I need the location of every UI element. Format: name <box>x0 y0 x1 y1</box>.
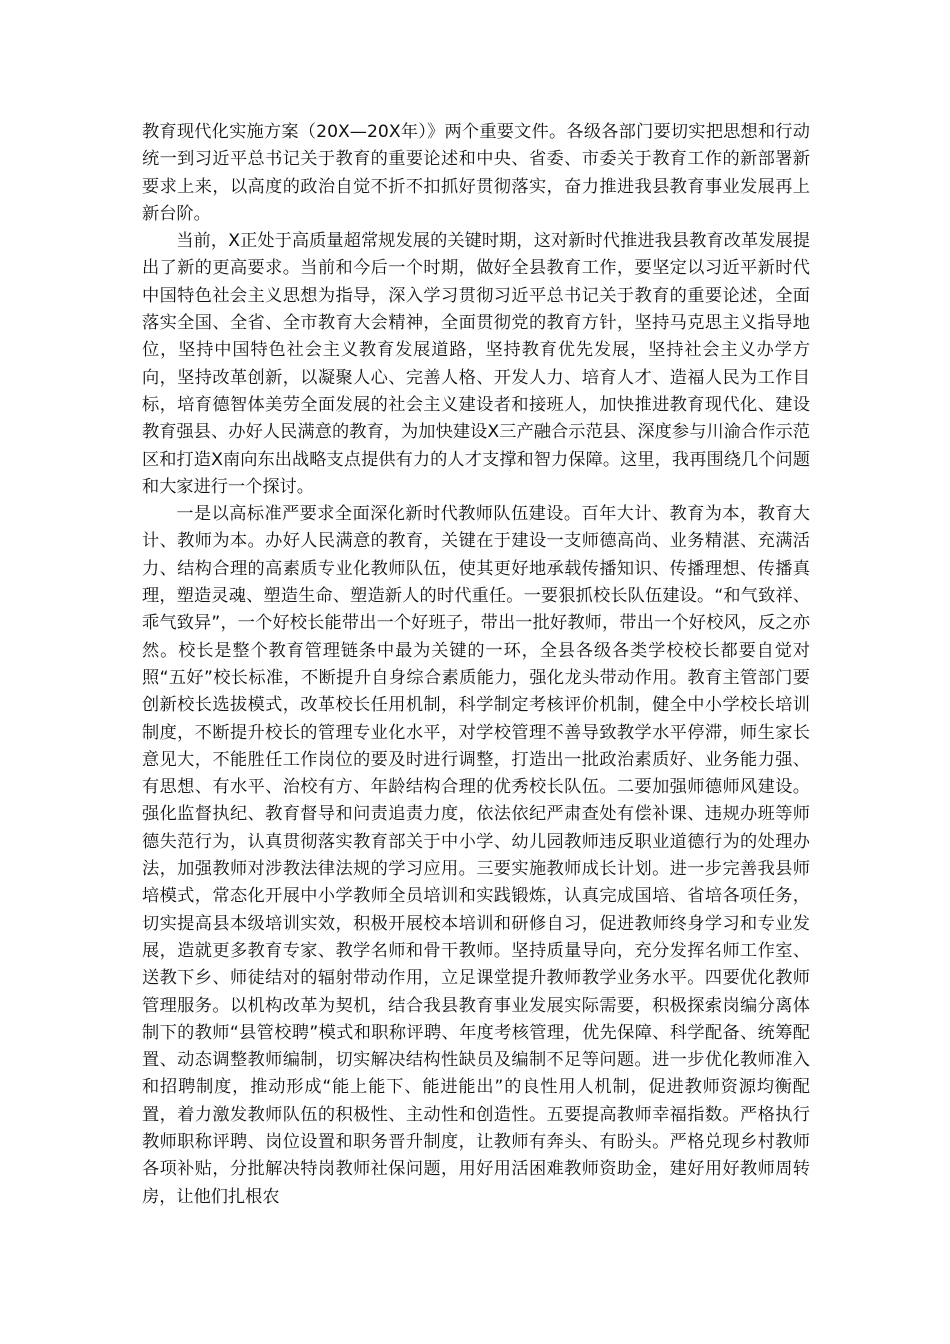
paragraph-teacher-team-building: 一是以高标准严要求全面深化新时代教师队伍建设。百年大计、教育为本，教育大计、教师为本。办好人民满意的教育，关键在于建设一支师德高尚、业务精湛、充满活力、结构合理的高素质专业化教师队伍，使其更好地承载传播知识、传播理想、传播真理，塑造灵魂、塑造生命、塑造新人的时代重任。一要狠抓校长队伍建设。“和气致祥、乖气致异”，一个好校长能带出一个好班子，带出一批好教师，带出一个好校风，反之亦然。校长是整个教育管理链条中最为关键的一环，全县各级各类学校校长都要自觉对照“五好”校长标准，不断提升自身综合素质能力，强化龙头带动作用。教育主管部门要创新校长选拔模式，改革校长任用机制，科学制定考核评价机制，健全中小学校长培训制度，不断提升校长的管理专业化水平，对学校管理不善导致教学水平停滞，师生家长意见大，不能胜任工作岗位的要及时进行调整，打造出一批政治素质好、业务能力强、有思想、有水平、治校有方、年龄结构合理的优秀校长队伍。二要加强师德师风建设。强化监督执纪、教育督导和问责追责力度，依法依纪严肃查处有偿补课、违规办班等师德失范行为，认真贯彻落实教育部关于中小学、幼儿园教师违反职业道德行为的处理办法，加强教师对涉教法律法规的学习应用。三要实施教师成长计划。进一步完善我县师培模式，常态化开展中小学教师全员培训和实践锻炼，认真完成国培、省培各项任务，切实提高县本级培训实效，积极开展校本培训和研修自习，促进教师终身学习和专业发展，造就更多教育专家、教学名师和骨干教师。坚持质量导向，充分发挥名师工作室、送教下乡、师徒结对的辐射带动作用，立足课堂提升教师教学业务水平。四要优化教师管理服务。以机构改革为契机，结合我县教育事业发展实际需要，积极探索岗编分离体制下的教师“县管校聘”模式和职称评聘、年度考核管理，优先保障、科学配备、统筹配置、动态调整教师编制，切实解决结构性缺员及编制不足等问题。进一步优化教师准入和招聘制度，推动形成“能上能下、能进能出”的良性用人机制，促进教师资源均衡配置，着力激发教师队伍的积极性、主动性和创造性。五要提高教师幸福指数。严格执行教师职称评聘、岗位设置和职务晋升制度，让教师有奔头、有盼头。严格兑现乡村教师各项补贴，分批解决特岗教师社保问题，用好用活困难教师资助金，建好用好教师周转房，让他们扎根农 <box>142 504 810 1207</box>
paragraph-closing-intro: 教育现代化实施方案（20X—20X年）》两个重要文件。各级各部门要切实把思想和行动统一到习近平总书记关于教育的重要论述和中央、省委、市委关于教育工作的新部署新要求上来，以高度的政治自觉不折不扣抓好贯彻落实，奋力推进我县教育事业发展再上新台阶。 <box>142 122 810 224</box>
document-body <box>142 119 810 1211</box>
paragraph-current-situation: 当前，X正处于高质量超常规发展的关键时期，这对新时代推进我县教育改革发展提出了新的更高要求。当前和今后一个时期，做好全县教育工作，要坚定以习近平新时代中国特色社会主义思想为指导，深入学习贯彻习近平总书记关于教育的重要论述，全面落实全国、全省、全市教育大会精神，全面贯彻党的教育方针，坚持马克思主义指导地位，坚持中国特色社会主义教育发展道路，坚持教育优先发展，坚持社会主义办学方向，坚持改革创新，以凝聚人心、完善人格、开发人力、培育人才、造福人民为工作目标，培育德智体美劳全面发展的社会主义建设者和接班人，加快推进教育现代化、建设教育强县、办好人民满意的教育，为加快建设X三产融合示范县、深度参与川渝合作示范区和打造X南向东出战略支点提供有力的人才支撑和智力保障。这里，我再围绕几个问题和大家进行一个探讨。 <box>142 231 810 497</box>
